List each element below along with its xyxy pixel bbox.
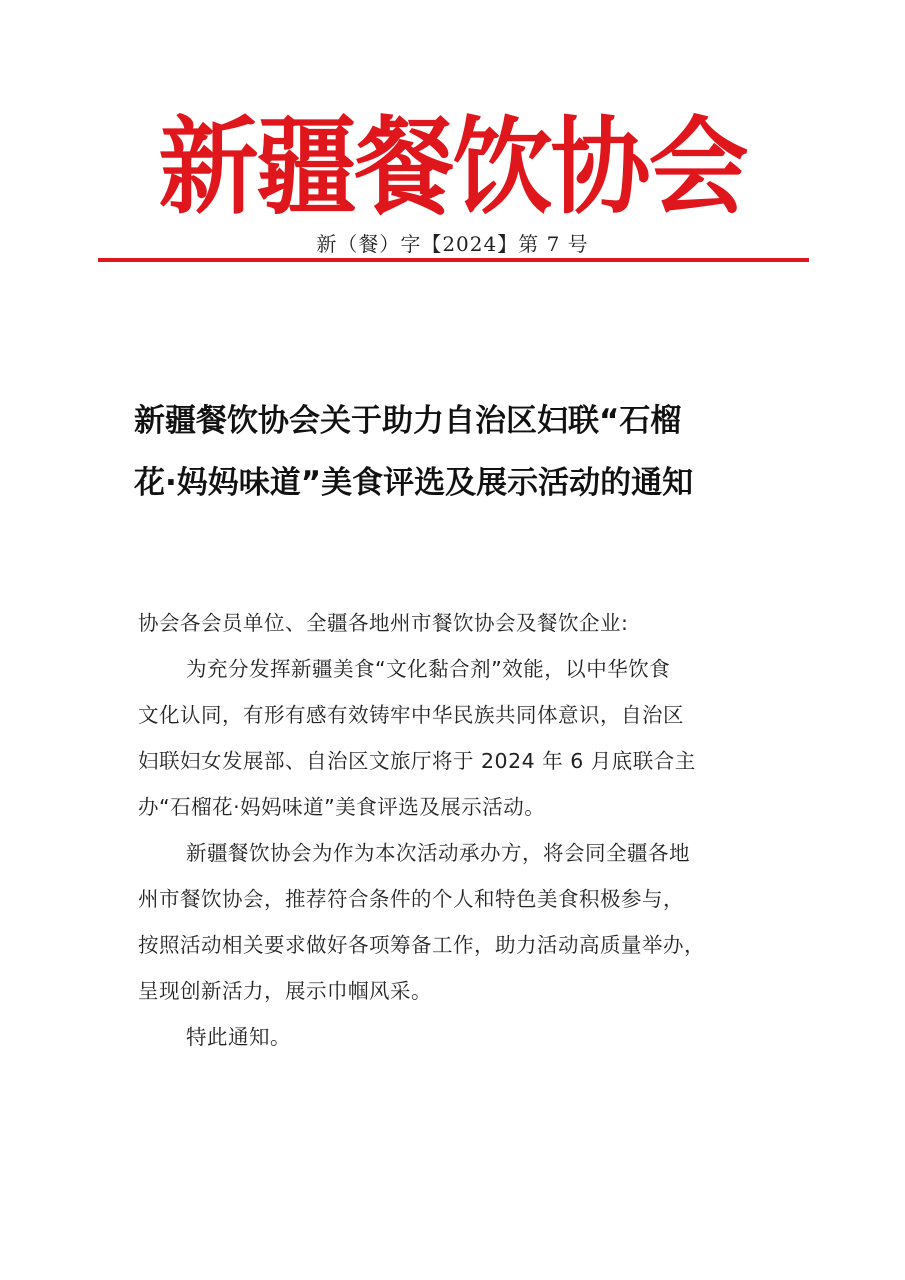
paragraph-2-line-3: 按照活动相关要求做好各项筹备工作，助力活动高质量举办， <box>138 933 705 957</box>
document-number: 新（餐）字【2024】第 7 号 <box>316 232 589 256</box>
paragraph-2-line-2: 州市餐饮协会，推荐符合条件的个人和特色美食积极参与， <box>138 887 684 911</box>
title-line-2: 花·妈妈味道”美食评选及展示活动的通知 <box>134 465 694 501</box>
organization-letterhead: 新疆餐饮协会 <box>158 105 747 229</box>
paragraph-1-line-4: 办“石榴花·妈妈味道”美食评选及展示活动。 <box>138 795 546 819</box>
salutation: 协会各会员单位、全疆各地州市餐饮协会及餐饮企业: <box>138 611 629 635</box>
closing-remark: 特此通知。 <box>186 1025 291 1049</box>
document-body <box>138 600 788 1060</box>
letterhead-divider <box>98 258 809 262</box>
document-title <box>134 390 784 514</box>
paragraph-1-line-2: 文化认同，有形有感有效铸牢中华民族共同体意识，自治区 <box>138 703 684 727</box>
paragraph-1-line-3: 妇联妇女发展部、自治区文旅厅将于 2024 年 6 月底联合主 <box>138 749 696 773</box>
paragraph-1-line-1: 为充分发挥新疆美食“文化黏合剂”效能，以中华饮食 <box>186 657 671 681</box>
paragraph-2-line-4: 呈现创新活力，展示巾帼风采。 <box>138 979 432 1003</box>
paragraph-2-line-1: 新疆餐饮协会为作为本次活动承办方，将会同全疆各地 <box>186 841 690 865</box>
title-line-1: 新疆餐饮协会关于助力自治区妇联“石榴 <box>134 403 682 439</box>
